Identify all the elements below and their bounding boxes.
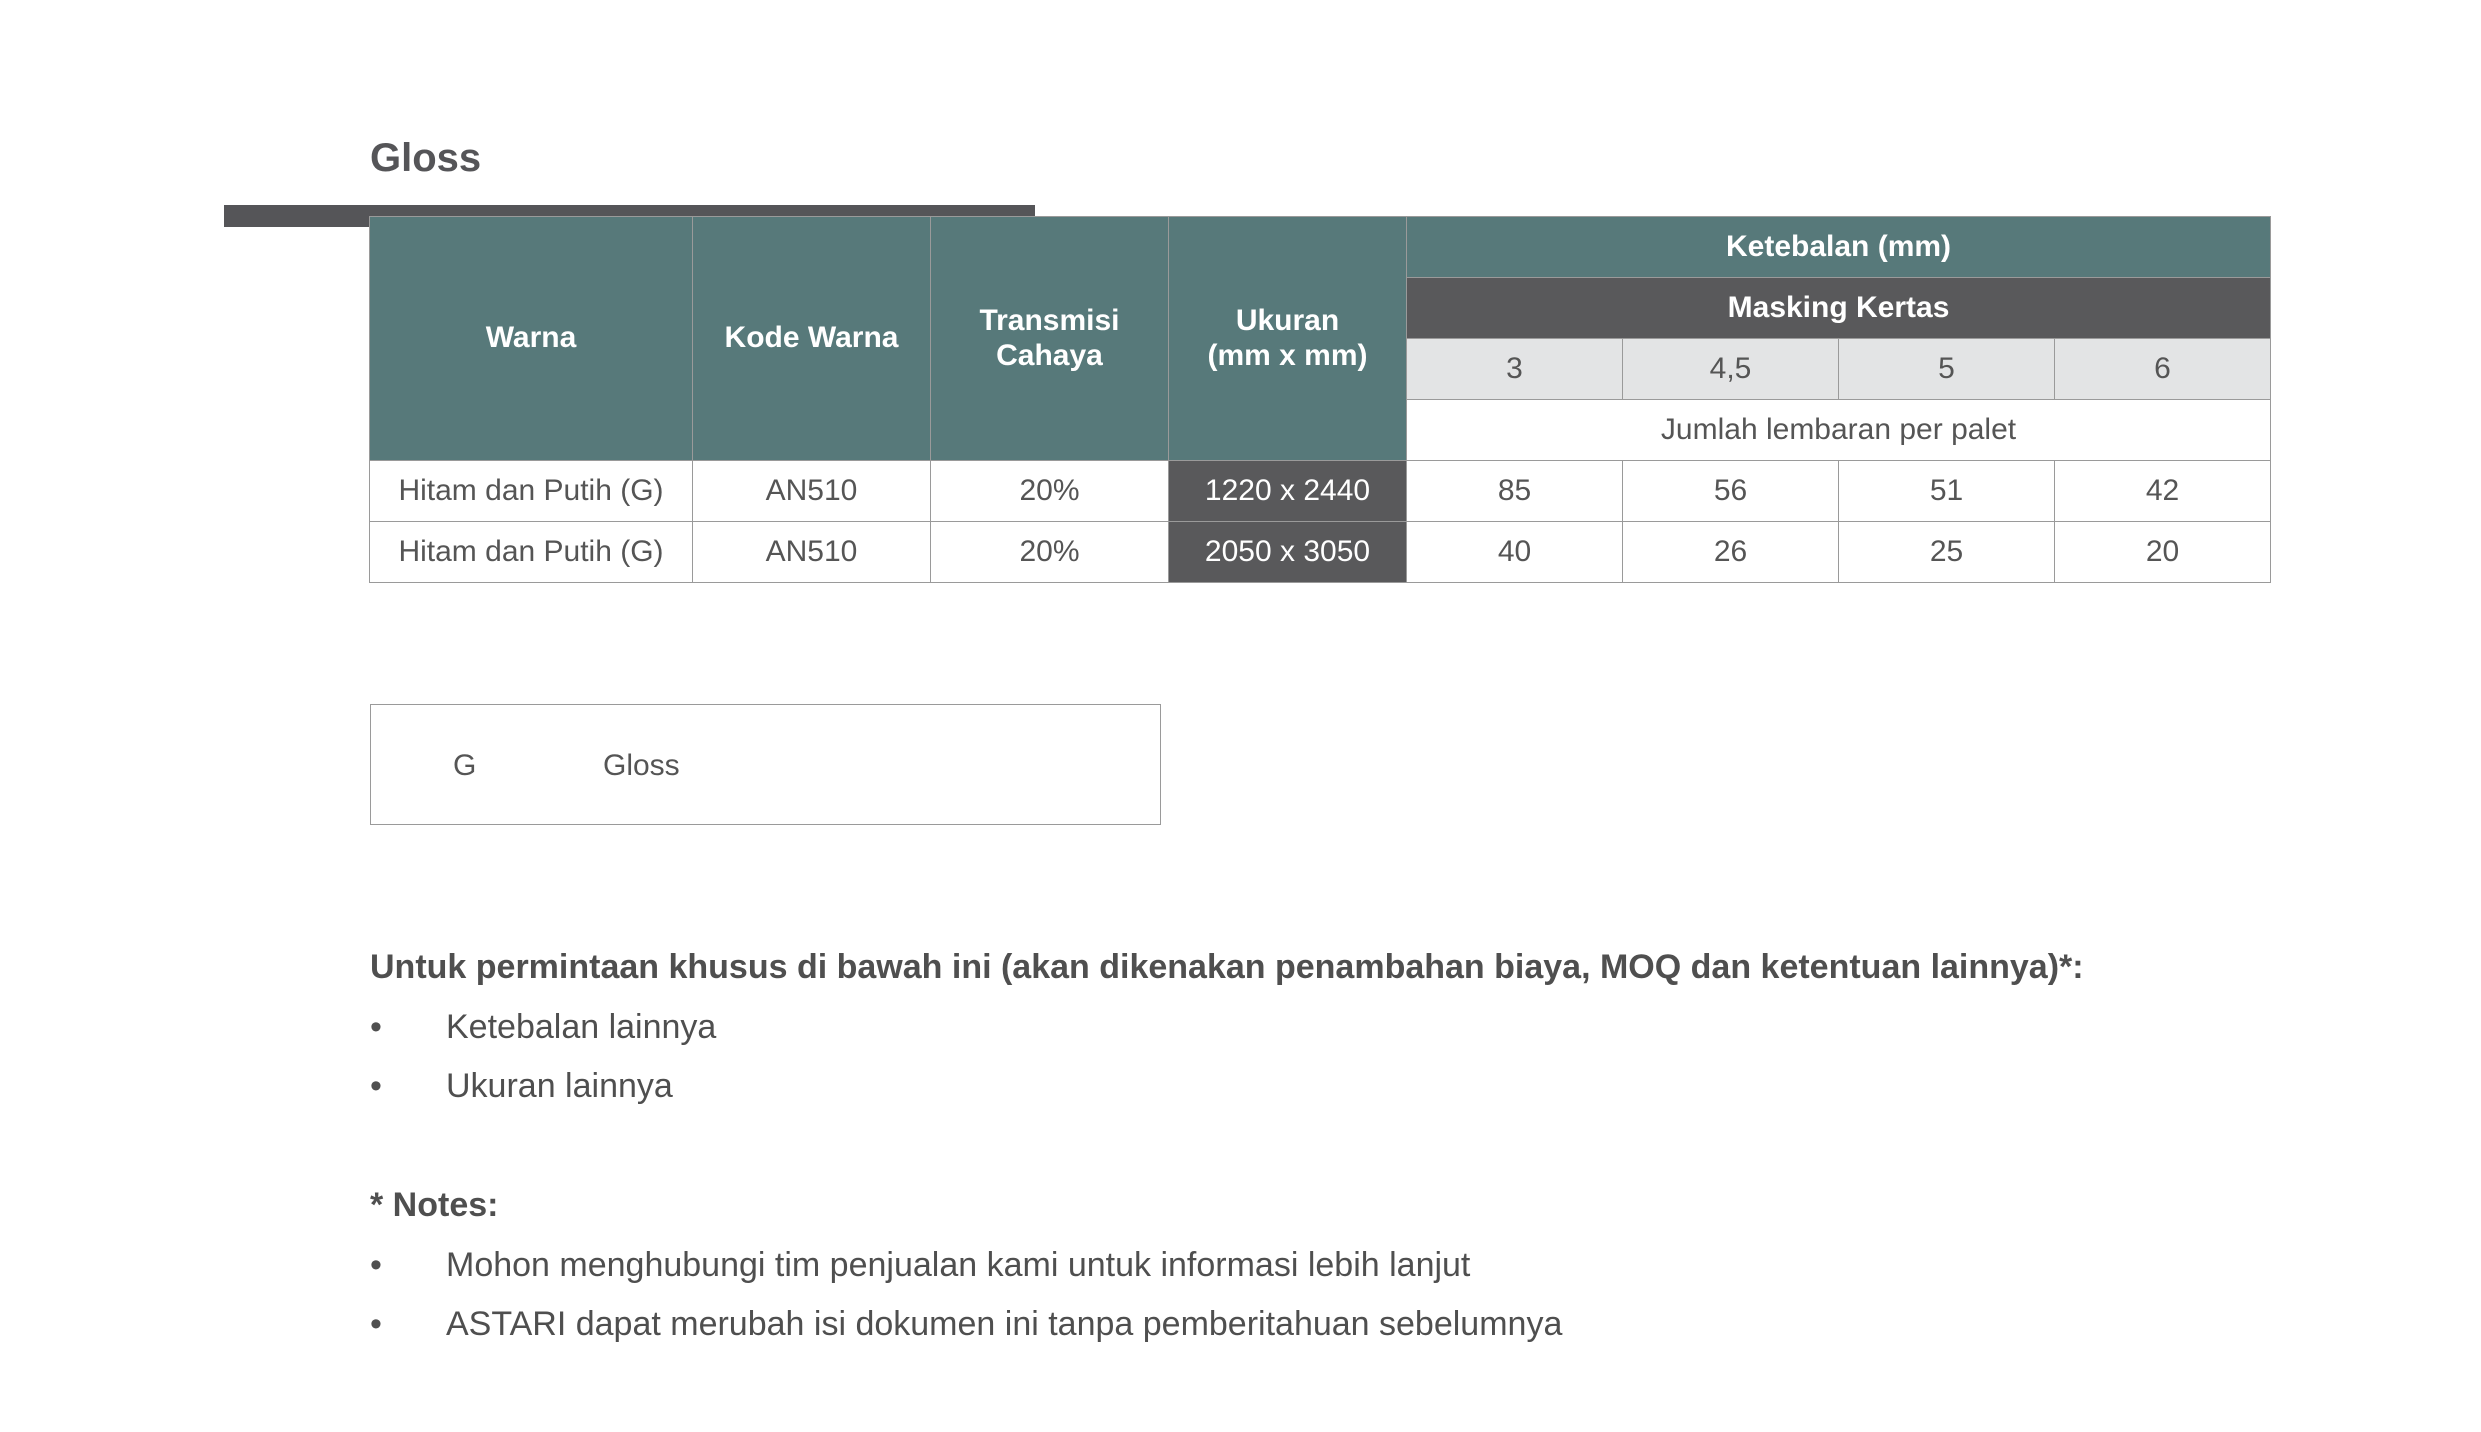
header-per-palet: Jumlah lembaran per palet [1407, 400, 2271, 461]
list-item-text: Ukuran lainnya [446, 1067, 673, 1105]
header-thickness-6: 6 [2055, 339, 2271, 400]
special-request-list [370, 1004, 2270, 1122]
list-item [370, 1063, 2270, 1122]
header-ukuran-line2: (mm x mm) [1207, 338, 1368, 372]
header-kode-warna: Kode Warna [693, 217, 931, 461]
cell-qty-5: 25 [1839, 522, 2055, 583]
header-warna: Warna [370, 217, 693, 461]
section-title: Gloss [370, 136, 482, 180]
spec-table [369, 216, 2271, 583]
bullet: • [370, 1246, 382, 1284]
header-thickness-5: 5 [1839, 339, 2055, 400]
cell-qty-6: 42 [2055, 461, 2271, 522]
header-ketebalan: Ketebalan (mm) [1407, 217, 2271, 278]
bullet: • [370, 1008, 382, 1046]
cell-qty-3: 85 [1407, 461, 1623, 522]
table-row [370, 522, 2271, 583]
notes-list [370, 1242, 2270, 1360]
list-item-text: Ketebalan lainnya [446, 1008, 717, 1046]
header-ukuran-line1: Ukuran [1235, 304, 1340, 337]
notes-heading: * Notes: [370, 1186, 499, 1224]
list-item [370, 1301, 2270, 1360]
cell-kode: AN510 [693, 522, 931, 583]
bullet: • [370, 1067, 382, 1105]
cell-qty-5: 51 [1839, 461, 2055, 522]
table-row [370, 461, 2271, 522]
legend-description: Gloss [603, 749, 680, 782]
cell-warna: Hitam dan Putih (G) [370, 461, 693, 522]
bullet: • [370, 1305, 382, 1343]
list-item-text: Mohon menghubungi tim penjualan kami untuk informasi lebih lanjut [446, 1246, 1471, 1284]
list-item-text: ASTARI dapat merubah isi dokumen ini tanpa pemberitahuan sebelumnya [446, 1305, 1563, 1343]
legend-code: G [453, 749, 477, 782]
list-item [370, 1004, 2270, 1063]
cell-warna: Hitam dan Putih (G) [370, 522, 693, 583]
header-thickness-4-5: 4,5 [1623, 339, 1839, 400]
cell-ukuran: 2050 x 3050 [1169, 522, 1407, 583]
cell-qty-4-5: 26 [1623, 522, 1839, 583]
header-transmisi-line2: Cahaya [996, 338, 1103, 372]
cell-ukuran: 1220 x 2440 [1169, 461, 1407, 522]
header-transmisi-cahaya [931, 217, 1169, 461]
cell-qty-4-5: 56 [1623, 461, 1839, 522]
cell-transmisi: 20% [931, 522, 1169, 583]
cell-qty-3: 40 [1407, 522, 1623, 583]
legend-box [370, 704, 1161, 825]
cell-transmisi: 20% [931, 461, 1169, 522]
special-request-heading: Untuk permintaan khusus di bawah ini (akan dikenakan penambahan biaya, MOQ dan ketentuan lainnya)*: [370, 948, 2084, 986]
header-ukuran [1169, 217, 1407, 461]
notes-section [370, 944, 2270, 1360]
cell-kode: AN510 [693, 461, 931, 522]
list-item [370, 1242, 2270, 1301]
cell-qty-6: 20 [2055, 522, 2271, 583]
header-masking-kertas: Masking Kertas [1407, 278, 2271, 339]
header-transmisi-line1: Transmisi [979, 304, 1120, 337]
header-thickness-3: 3 [1407, 339, 1623, 400]
